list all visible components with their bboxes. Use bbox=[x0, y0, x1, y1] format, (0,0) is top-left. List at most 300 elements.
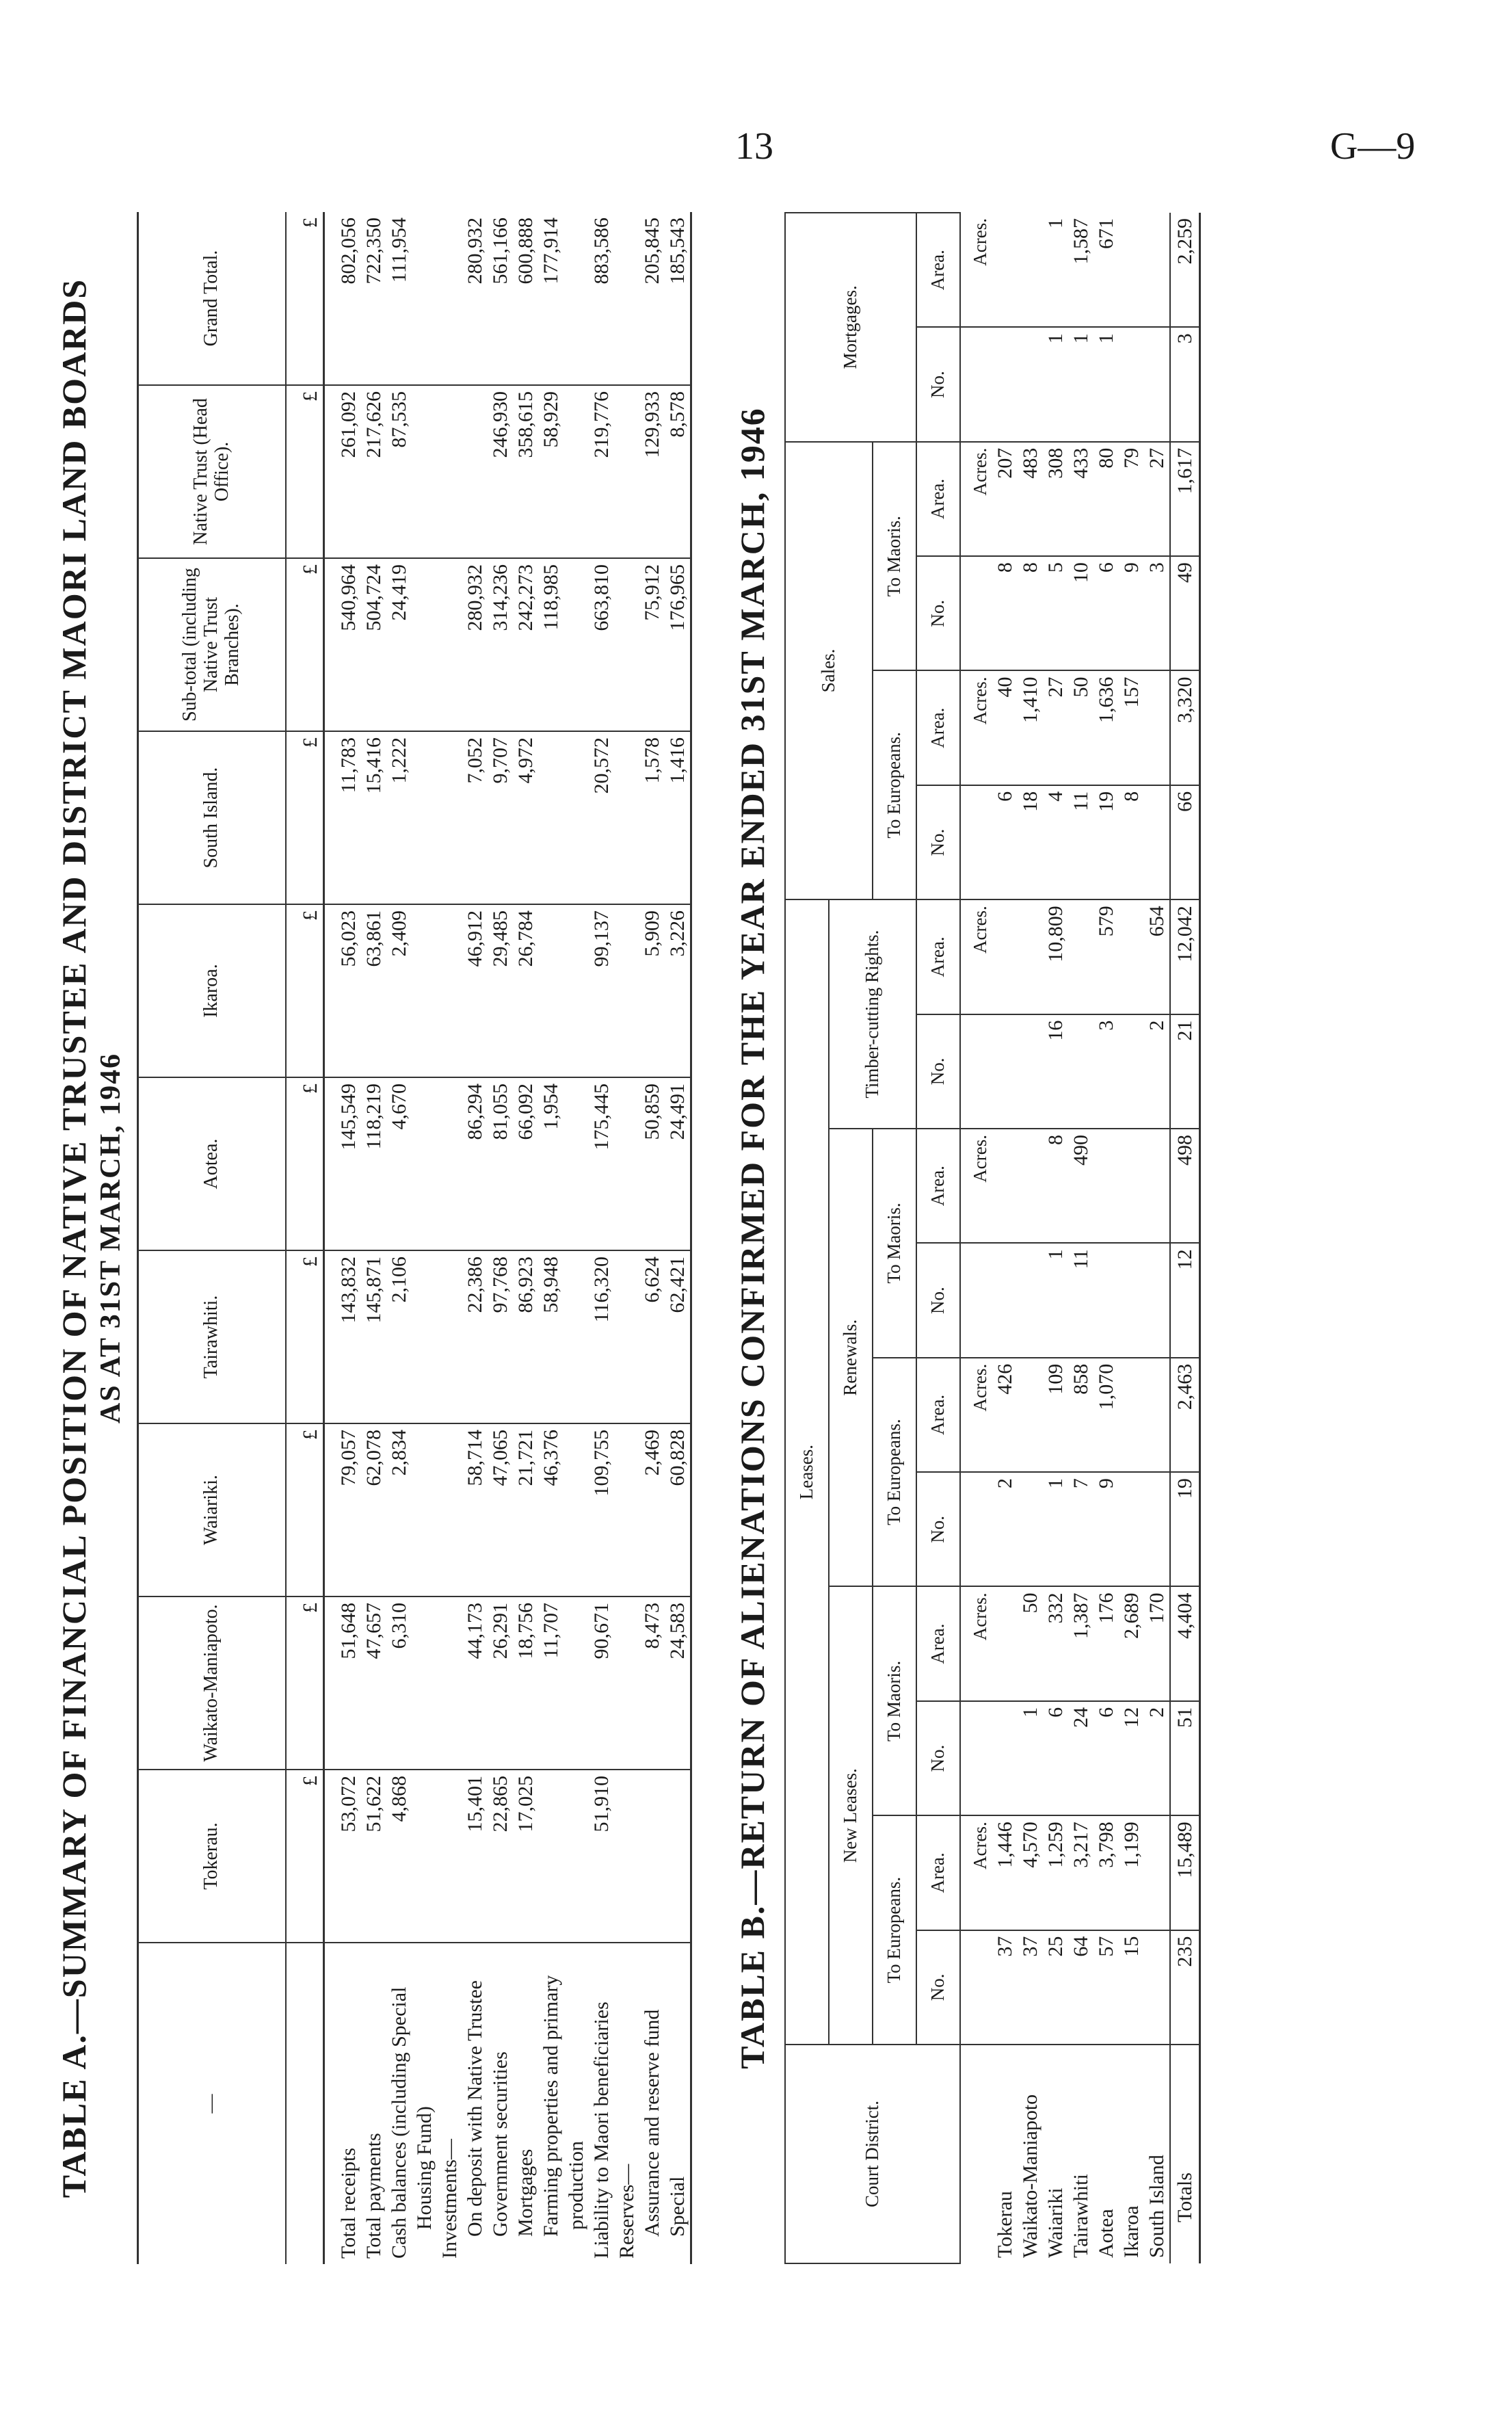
table-cell: 663,810 bbox=[589, 558, 614, 731]
table-cell: 118,219 bbox=[361, 1077, 386, 1250]
table-cell: 314,236 bbox=[488, 558, 513, 731]
total-cell: 4,404 bbox=[1170, 1587, 1200, 1701]
acres-unit: Acres. bbox=[960, 1358, 992, 1472]
table-cell: 46,912 bbox=[462, 904, 488, 1077]
table-cell: 7 bbox=[1068, 1472, 1093, 1586]
table-cell bbox=[538, 904, 563, 1077]
table-cell: 24,419 bbox=[386, 558, 412, 731]
table-cell: 12 bbox=[1119, 1701, 1144, 1815]
table-cell: 6 bbox=[992, 785, 1018, 899]
table-cell: 27 bbox=[1043, 671, 1068, 785]
table-cell: 1,446 bbox=[992, 1815, 1018, 1930]
table-cell bbox=[960, 327, 992, 441]
table-row bbox=[639, 212, 665, 2264]
col-header: Ikaroa. bbox=[137, 904, 286, 1077]
table-cell: 37 bbox=[992, 1930, 1018, 2045]
col-header: Grand Total. bbox=[137, 212, 286, 385]
table-cell bbox=[1144, 671, 1170, 785]
table-cell: 483 bbox=[1018, 442, 1043, 556]
table-cell bbox=[614, 1250, 639, 1423]
table-cell: 99,137 bbox=[589, 904, 614, 1077]
table-cell: 1 bbox=[1093, 327, 1119, 441]
total-cell: 235 bbox=[1170, 1930, 1200, 2045]
table-cell bbox=[1144, 1358, 1170, 1472]
table-cell: 1 bbox=[1043, 1472, 1068, 1586]
table-cell bbox=[1093, 1129, 1119, 1243]
table-cell bbox=[563, 904, 589, 1077]
table-cell: 4,868 bbox=[386, 1770, 412, 1943]
table-cell: 426 bbox=[992, 1358, 1018, 1472]
table-cell: 561,166 bbox=[488, 212, 513, 385]
table-cell: 44,173 bbox=[462, 1596, 488, 1770]
table-row bbox=[589, 212, 614, 2264]
no-header: No. bbox=[916, 785, 960, 899]
table-cell bbox=[563, 1250, 589, 1423]
table-cell: 219,776 bbox=[589, 385, 614, 558]
table-cell: 176 bbox=[1093, 1587, 1119, 1701]
table-cell: 1,387 bbox=[1068, 1587, 1093, 1701]
table-cell: 433 bbox=[1068, 442, 1093, 556]
table-cell: 22,386 bbox=[462, 1250, 488, 1423]
no-header: No. bbox=[916, 1014, 960, 1129]
table-cell: 145,549 bbox=[323, 1077, 361, 1250]
table-cell: 29,485 bbox=[488, 904, 513, 1077]
table-cell: 24,583 bbox=[665, 1596, 691, 1770]
area-header: Area. bbox=[916, 671, 960, 785]
table-cell bbox=[960, 1014, 992, 1129]
total-cell: 51 bbox=[1170, 1701, 1200, 1815]
table-cell: 9 bbox=[1093, 1472, 1119, 1586]
table-cell: 97,768 bbox=[488, 1250, 513, 1423]
to-europeans-header: To Europeans. bbox=[873, 1358, 916, 1587]
table-cell: 1 bbox=[1043, 327, 1068, 441]
table-cell bbox=[437, 385, 462, 558]
mortgages-header: Mortgages. bbox=[785, 213, 916, 442]
currency-symbol: £ bbox=[286, 731, 324, 904]
table-a-subtitle: AS AT 31ST MARCH, 1946 bbox=[94, 1052, 127, 1424]
table-cell bbox=[437, 212, 462, 385]
table-cell bbox=[1018, 1129, 1043, 1243]
table-cell: 22,865 bbox=[488, 1770, 513, 1943]
acres-unit: Acres. bbox=[960, 1815, 992, 1930]
table-cell bbox=[563, 558, 589, 731]
table-cell: 3 bbox=[1144, 556, 1170, 670]
table-a bbox=[137, 212, 692, 2264]
table-cell: 185,543 bbox=[665, 212, 691, 385]
currency-symbol: £ bbox=[286, 1077, 324, 1250]
table-cell bbox=[563, 1077, 589, 1250]
table-cell: 600,888 bbox=[513, 212, 538, 385]
no-header: No. bbox=[916, 556, 960, 670]
table-cell: 4,670 bbox=[386, 1077, 412, 1250]
district-label: Ikaroa bbox=[1119, 2205, 1143, 2258]
table-cell: 60,828 bbox=[665, 1423, 691, 1596]
table-cell: 8 bbox=[1043, 1129, 1068, 1243]
area-header: Area. bbox=[916, 1129, 960, 1243]
col-header: Aotea. bbox=[137, 1077, 286, 1250]
table-cell bbox=[992, 1701, 1018, 1815]
table-cell bbox=[614, 1596, 639, 1770]
table-cell: 246,930 bbox=[488, 385, 513, 558]
table-cell: 671 bbox=[1093, 213, 1119, 327]
table-cell: 64 bbox=[1068, 1930, 1093, 2045]
table-cell: 1,199 bbox=[1119, 1815, 1144, 1930]
table-cell: 9,707 bbox=[488, 731, 513, 904]
table-cell: 3 bbox=[1093, 1014, 1119, 1129]
table-cell: 129,933 bbox=[639, 385, 665, 558]
row-label: production bbox=[564, 2141, 587, 2230]
table-cell bbox=[462, 385, 488, 558]
table-cell: 86,923 bbox=[513, 1250, 538, 1423]
table-row bbox=[1043, 213, 1068, 2263]
total-cell: 66 bbox=[1170, 785, 1200, 899]
table-cell: 2,689 bbox=[1119, 1587, 1144, 1701]
table-cell: 56,023 bbox=[323, 904, 361, 1077]
table-cell: 157 bbox=[1119, 671, 1144, 785]
table-row bbox=[462, 212, 488, 2264]
table-cell bbox=[437, 904, 462, 1077]
table-cell: 1 bbox=[1068, 327, 1093, 441]
currency-symbol: £ bbox=[286, 1770, 324, 1943]
acres-unit: Acres. bbox=[960, 213, 992, 327]
table-cell: 58,929 bbox=[538, 385, 563, 558]
table-cell bbox=[1018, 1358, 1043, 1472]
district-label: Tairawhiti bbox=[1069, 2174, 1092, 2258]
table-cell: 6,624 bbox=[639, 1250, 665, 1423]
table-cell bbox=[1119, 899, 1144, 1014]
table-row bbox=[614, 212, 639, 2264]
table-cell bbox=[960, 556, 992, 670]
total-cell: 2,259 bbox=[1170, 213, 1200, 327]
table-cell bbox=[437, 1250, 462, 1423]
total-cell: 3 bbox=[1170, 327, 1200, 441]
table-cell: 1,636 bbox=[1093, 671, 1119, 785]
table-cell bbox=[412, 731, 437, 904]
table-cell bbox=[992, 1014, 1018, 1129]
no-header: No. bbox=[916, 1472, 960, 1586]
table-cell: 1,954 bbox=[538, 1077, 563, 1250]
col-header: Sub-total (including Native Trust Branches). bbox=[137, 558, 286, 731]
table-cell bbox=[992, 1587, 1018, 1701]
table-cell bbox=[1119, 327, 1144, 441]
table-cell: 46,376 bbox=[538, 1423, 563, 1596]
col-header: Native Trust (Head Office). bbox=[137, 385, 286, 558]
acres-unit: Acres. bbox=[960, 1129, 992, 1243]
table-cell: 1,416 bbox=[665, 731, 691, 904]
table-cell bbox=[1144, 213, 1170, 327]
table-a-header-row bbox=[137, 212, 286, 2264]
table-cell: 15 bbox=[1119, 1930, 1144, 2045]
table-cell: 58,948 bbox=[538, 1250, 563, 1423]
table-cell: 722,350 bbox=[361, 212, 386, 385]
table-cell: 26,784 bbox=[513, 904, 538, 1077]
table-cell bbox=[992, 1243, 1018, 1357]
table-cell: 4,972 bbox=[513, 731, 538, 904]
no-header: No. bbox=[916, 327, 960, 441]
col-header: Tokerau. bbox=[137, 1770, 286, 1943]
table-cell bbox=[1144, 785, 1170, 899]
table-cell: 3,798 bbox=[1093, 1815, 1119, 1930]
table-cell bbox=[412, 212, 437, 385]
table-cell: 11 bbox=[1068, 785, 1093, 899]
table-cell bbox=[563, 1596, 589, 1770]
table-cell: 20,572 bbox=[589, 731, 614, 904]
table-b bbox=[784, 212, 1201, 2264]
table-cell: 883,586 bbox=[589, 212, 614, 385]
row-label bbox=[286, 1943, 324, 2264]
col-header: Tairawhiti. bbox=[137, 1250, 286, 1423]
table-cell bbox=[614, 212, 639, 385]
table-row bbox=[1018, 213, 1043, 2263]
table-cell: 280,932 bbox=[462, 212, 488, 385]
to-maoris-header: To Maoris. bbox=[873, 1129, 916, 1358]
table-cell bbox=[412, 904, 437, 1077]
no-header: No. bbox=[916, 1701, 960, 1815]
table-cell bbox=[437, 1770, 462, 1943]
row-label: Government securities bbox=[488, 2051, 512, 2237]
table-cell: 51,910 bbox=[589, 1770, 614, 1943]
table-row bbox=[1144, 213, 1170, 2263]
table-cell bbox=[1018, 327, 1043, 441]
table-cell: 2 bbox=[1144, 1014, 1170, 1129]
table-cell bbox=[412, 1250, 437, 1423]
currency-symbol: £ bbox=[286, 558, 324, 731]
col-header: Waiariki. bbox=[137, 1423, 286, 1596]
table-cell bbox=[1144, 1930, 1170, 2045]
district-label: South Island bbox=[1145, 2155, 1168, 2258]
table-cell: 802,056 bbox=[323, 212, 361, 385]
table-cell: 6 bbox=[1093, 556, 1119, 670]
currency-symbol: £ bbox=[286, 385, 324, 558]
table-cell bbox=[614, 1423, 639, 1596]
table-cell bbox=[412, 558, 437, 731]
row-label: Special bbox=[665, 1943, 691, 2264]
table-cell bbox=[437, 1423, 462, 1596]
table-cell bbox=[614, 385, 639, 558]
row-label: Housing Fund) bbox=[412, 2106, 436, 2230]
table-cell: 90,671 bbox=[589, 1596, 614, 1770]
table-cell: 2,469 bbox=[639, 1423, 665, 1596]
table-cell bbox=[1018, 1243, 1043, 1357]
units-row bbox=[960, 213, 992, 2263]
table-cell bbox=[992, 899, 1018, 1014]
table-cell: 1,410 bbox=[1018, 671, 1043, 785]
table-cell bbox=[1119, 1243, 1144, 1357]
table-cell bbox=[992, 213, 1018, 327]
area-header: Area. bbox=[916, 1358, 960, 1472]
table-cell: 19 bbox=[1093, 785, 1119, 899]
table-cell: 8,473 bbox=[639, 1596, 665, 1770]
total-cell: 21 bbox=[1170, 1014, 1200, 1129]
table-cell: 11,707 bbox=[538, 1596, 563, 1770]
currency-symbol: £ bbox=[286, 1596, 324, 1770]
table-cell bbox=[1119, 1014, 1144, 1129]
row-label: On deposit with Native Trustee bbox=[463, 1980, 486, 2237]
row-label: Reserves— bbox=[615, 2164, 638, 2259]
table-cell: 15,401 bbox=[462, 1770, 488, 1943]
table-cell: 21,721 bbox=[513, 1423, 538, 1596]
table-cell: 579 bbox=[1093, 899, 1119, 1014]
table-cell bbox=[1144, 327, 1170, 441]
table-b-title: TABLE B.—RETURN OF ALIENATIONS CONFIRMED FOR THE YEAR ENDED 31ST MARCH, 1946 bbox=[732, 407, 771, 2069]
table-cell: 17,025 bbox=[513, 1770, 538, 1943]
table-cell bbox=[412, 1596, 437, 1770]
rotated-content bbox=[55, 212, 1450, 2264]
table-cell bbox=[1119, 1358, 1144, 1472]
table-cell: 63,861 bbox=[361, 904, 386, 1077]
table-cell: 2,409 bbox=[386, 904, 412, 1077]
table-cell: 51,648 bbox=[323, 1596, 361, 1770]
table-cell: 79,057 bbox=[323, 1423, 361, 1596]
table-cell: 2 bbox=[992, 1472, 1018, 1586]
total-cell: 49 bbox=[1170, 556, 1200, 670]
table-cell: 170 bbox=[1144, 1587, 1170, 1701]
table-cell: 40 bbox=[992, 671, 1018, 785]
to-europeans-header: To Europeans. bbox=[873, 671, 916, 900]
table-cell: 1,578 bbox=[639, 731, 665, 904]
table-cell: 175,445 bbox=[589, 1077, 614, 1250]
table-cell: 332 bbox=[1043, 1587, 1068, 1701]
table-cell: 358,615 bbox=[513, 385, 538, 558]
table-cell: 4,570 bbox=[1018, 1815, 1043, 1930]
table-cell: 57 bbox=[1093, 1930, 1119, 2045]
table-cell bbox=[437, 1596, 462, 1770]
table-cell bbox=[412, 1770, 437, 1943]
table-row bbox=[1119, 213, 1144, 2263]
col-header: South Island. bbox=[137, 731, 286, 904]
table-cell: 10,809 bbox=[1043, 899, 1068, 1014]
table-cell: 1,259 bbox=[1043, 1815, 1068, 1930]
currency-symbol: £ bbox=[286, 1423, 324, 1596]
table-cell: 27 bbox=[1144, 442, 1170, 556]
table-cell: 3,217 bbox=[1068, 1815, 1093, 1930]
total-cell: 12,042 bbox=[1170, 899, 1200, 1014]
table-cell: 9 bbox=[1119, 556, 1144, 670]
row-label bbox=[960, 2045, 992, 2263]
currency-symbol: £ bbox=[286, 1250, 324, 1423]
table-cell: 58,714 bbox=[462, 1423, 488, 1596]
table-cell bbox=[1068, 899, 1093, 1014]
table-cell: 62,421 bbox=[665, 1250, 691, 1423]
table-cell: 1,222 bbox=[386, 731, 412, 904]
table-row bbox=[992, 213, 1018, 2263]
table-cell bbox=[563, 1770, 589, 1943]
table-cell bbox=[1144, 1243, 1170, 1357]
table-a-title: TABLE A.—SUMMARY OF FINANCIAL POSITION OF NATIVE TRUSTEE AND DISTRICT MAORI LAND BOARDS bbox=[55, 278, 93, 2198]
table-cell: 217,626 bbox=[361, 385, 386, 558]
table-cell: 1 bbox=[1018, 1701, 1043, 1815]
table-cell: 25 bbox=[1043, 1930, 1068, 2045]
table-row bbox=[437, 212, 462, 2264]
acres-unit: Acres. bbox=[960, 1587, 992, 1701]
total-cell: 15,489 bbox=[1170, 1815, 1200, 1930]
page-number: 13 bbox=[735, 125, 773, 168]
table-cell: 8 bbox=[1018, 556, 1043, 670]
row-label: Cash balances (including Special bbox=[387, 1986, 410, 2259]
acres-unit: Acres. bbox=[960, 899, 992, 1014]
table-cell: 79 bbox=[1119, 442, 1144, 556]
table-row bbox=[488, 212, 513, 2264]
table-cell: 18 bbox=[1018, 785, 1043, 899]
total-cell: 1,617 bbox=[1170, 442, 1200, 556]
total-cell: 3,320 bbox=[1170, 671, 1200, 785]
table-cell: 858 bbox=[1068, 1358, 1093, 1472]
row-label: Total receipts bbox=[336, 2148, 360, 2259]
table-row bbox=[513, 212, 538, 2264]
sales-header: Sales. bbox=[785, 442, 873, 900]
table-cell: 15,416 bbox=[361, 731, 386, 904]
table-cell: 3,226 bbox=[665, 904, 691, 1077]
leases-header: Leases. bbox=[785, 899, 829, 2045]
table-cell: 145,871 bbox=[361, 1250, 386, 1423]
table-cell: 177,914 bbox=[538, 212, 563, 385]
table-cell: 261,092 bbox=[323, 385, 361, 558]
table-cell: 116,320 bbox=[589, 1250, 614, 1423]
table-cell: 26,291 bbox=[488, 1596, 513, 1770]
row-label: Total payments bbox=[362, 2133, 385, 2259]
district-label: Waiariki bbox=[1044, 2187, 1067, 2258]
table-cell bbox=[563, 1423, 589, 1596]
table-cell: 47,065 bbox=[488, 1423, 513, 1596]
table-cell: 24,491 bbox=[665, 1077, 691, 1250]
no-header: No. bbox=[916, 1243, 960, 1357]
table-cell: 86,294 bbox=[462, 1077, 488, 1250]
table-cell bbox=[1144, 1815, 1170, 1930]
total-cell: 19 bbox=[1170, 1472, 1200, 1586]
table-cell bbox=[614, 731, 639, 904]
table-row bbox=[1068, 213, 1093, 2263]
area-header: Area. bbox=[916, 899, 960, 1014]
area-header: Area. bbox=[916, 213, 960, 327]
table-cell: 111,954 bbox=[386, 212, 412, 385]
table-row bbox=[361, 212, 386, 2264]
table-cell: 50,859 bbox=[639, 1077, 665, 1250]
table-cell: 51,622 bbox=[361, 1770, 386, 1943]
table-cell: 11 bbox=[1068, 1243, 1093, 1357]
area-header: Area. bbox=[916, 442, 960, 556]
total-cell: 2,463 bbox=[1170, 1358, 1200, 1472]
table-cell bbox=[412, 1077, 437, 1250]
table-cell: 66,092 bbox=[513, 1077, 538, 1250]
table-row bbox=[323, 212, 361, 2264]
table-cell bbox=[614, 558, 639, 731]
currency-symbol: £ bbox=[286, 212, 324, 385]
table-cell bbox=[614, 904, 639, 1077]
row-label: Farming properties and primary bbox=[539, 1975, 562, 2237]
table-cell: 50 bbox=[1068, 671, 1093, 785]
table-cell: 24 bbox=[1068, 1701, 1093, 1815]
table-cell bbox=[665, 1770, 691, 1943]
page-reference: G—9 bbox=[1330, 125, 1416, 168]
table-cell: 118,985 bbox=[538, 558, 563, 731]
table-cell: 6,310 bbox=[386, 1596, 412, 1770]
table-cell bbox=[960, 1472, 992, 1586]
table-cell bbox=[1068, 1014, 1093, 1129]
table-cell bbox=[1018, 1472, 1043, 1586]
table-cell: 1,587 bbox=[1068, 213, 1093, 327]
acres-unit: Acres. bbox=[960, 671, 992, 785]
table-cell: 504,724 bbox=[361, 558, 386, 731]
table-cell: 2 bbox=[1144, 1701, 1170, 1815]
table-cell: 5,909 bbox=[639, 904, 665, 1077]
table-cell bbox=[1144, 1472, 1170, 1586]
table-cell: 7,052 bbox=[462, 731, 488, 904]
table-row bbox=[1093, 213, 1119, 2263]
district-label: Waikato-Maniapoto bbox=[1018, 2094, 1042, 2258]
table-cell: 2,834 bbox=[386, 1423, 412, 1596]
table-cell bbox=[639, 1770, 665, 1943]
table-cell bbox=[614, 1077, 639, 1250]
